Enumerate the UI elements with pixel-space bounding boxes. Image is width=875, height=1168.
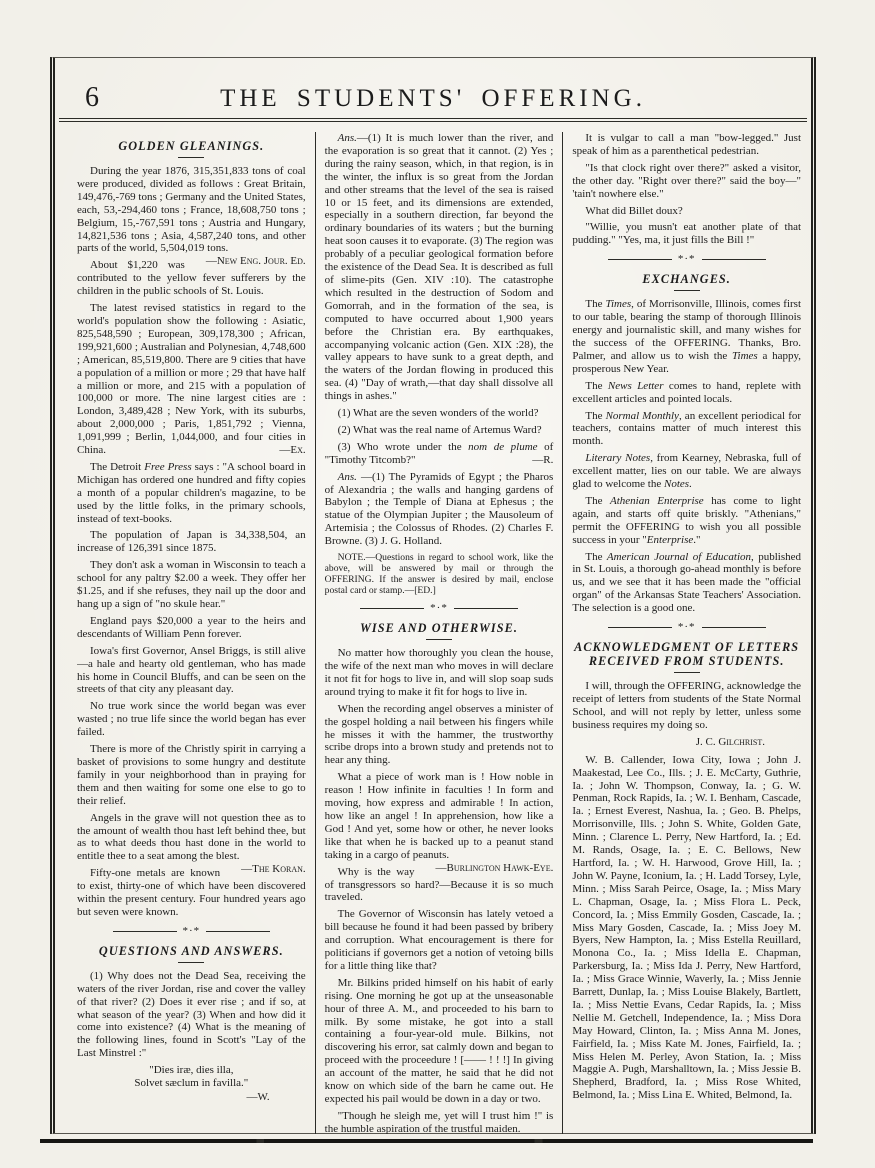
paragraph: The News Letter comes to hand, replete with excellent articles and pointed locals. — [572, 379, 802, 405]
divider-line — [702, 627, 766, 628]
signature: —W. — [246, 1091, 270, 1104]
signature: J. C. Gilchrist. — [695, 735, 766, 748]
section-divider — [325, 603, 554, 614]
paragraph: (1) What are the seven wonders of the world? — [337, 407, 539, 420]
bottom-rule — [40, 1139, 813, 1143]
section-divider — [572, 622, 801, 633]
paragraph: The population of Japan is 34,338,504, an increase of 126,391 since 1875. — [77, 529, 306, 555]
section-divider — [77, 926, 306, 937]
paragraph: During the year 1876, 315,351,833 tons of coal were produced, divided as follows : Great Britain, 149,476,-769 tons ; Germany and the United States, each, 53,-294,460 tons ; France, 18,608,750 tons ; Belgium, 15,-767,591 tons ; Austria and Hungary, 14,821,536 tons ; Asia, 4,587,240 tons, and other parts of the world, 5,504,019 tons. —New Eng. Jour. Ed. — [77, 165, 306, 268]
paragraph: Ans. —(1) The Pyramids of Egypt ; the Pharos of Alexandria ; the walls and hanging gardens of Babylon ; the Temple of Diana at Ephesus ; the statue of the Olympian Jupiter ; the Mausoleum of Artemisia ; the Colossus of Rhodes. (2) Charles F. Browne. (3) J. G. Holland. — [324, 470, 554, 548]
paragraph: W. B. Callender, Iowa City, Iowa ; John J. Maakestad, Lee Co., Ills. ; J. E. McCarty, Guthrie, Ia. ; John W. Thompson, Conway, Ia. ; G. W. Penman, Rock Rapids, Ia. ; W. I. Benham, Cascade, Ia. ; Ernest Everest, Nashua, Ia. ; Geo. B. Phelps, Morrisonville, Ills. ; John S. White, Golden Gate, Minn. ; Clarence L. Perry, New Hartford, Ia. ; Ed. M. Rands, Osage, Ia. ; E. C. Bellows, New Hartford, Ia. ; W. H. Harwood, Grove Hill, Ia. ; John W. Payne, Iconium, Ia. ; H. Ladd Torsey, Lyle, Minn. ; Miss Sarah Peirce, Osage, Ia. ; Miss Mary L. Chapman, Osage, Ia. ; Miss Flora L. Peck, Concord, Ia. ; Miss Emmily Gosden, Cascade, Ia. ; Miss Mary Gosden, Cascade, Ia. ; Miss Joey M. Byers, New Hampton, Ia. ; Miss Estella Reuillard, Monona Co., Ia. ; Miss Idella E. Chapman, Parkersburg, Ia. ; Miss Ida J. Perry, New Hartford, Ia. ; Miss Grace Winnie, Waverly, Ia. ; Miss Jennie Barrett, Dunlap, Ia. ; Miss Louise Blakely, Bartlett, Ia. ; Miss Nettie Evans, Cedar Rapids, Ia. ; Miss Nellie M. Getchell, Independence, Ia. ; Miss Dora May Howard, Clinton, Ia. ; Miss Anna M. Jones, Fairfield, Ia. ; Miss Kate M. Jones, Fairfield, Ia. ; Miss Helen M. Perley, Avon Station, Ia. ; Miss Maggie A. Pugh, Marshalltown, Ia. ; Miss Jessie B. Shepherd, Bradford, Ia. ; Miss Rose Whited, Belmond, Ia. ; Miss Lina E. Whited, Belmond, Ia. — [572, 753, 802, 1102]
paragraph: What did Billet doux? — [585, 204, 683, 217]
article-heading: WISE AND OTHERWISE. — [359, 621, 519, 636]
paragraph: There is more of the Christly spirit in carrying a basket of provisions to some hungry and destitute family in your neighborhood than in praying for them and then waiting for some one else to go to their relief. — [77, 743, 306, 807]
paragraph: It is vulgar to call a man "bow-legged." Just speak of him as a parenthetical pedestrian. — [572, 132, 802, 157]
paragraph: The American Journal of Education, published in St. Louis, a thorough go-ahead monthly is before us, and we see that it has been made the "official organ" of the Arkansas State Teachers' Association. The selection is a good one. — [572, 550, 802, 615]
article-heading: ACKNOWLEDGMENT OF LETTERS RECEIVED FROM STUDENTS. — [574, 640, 800, 669]
paragraph: Literary Notes, from Kearney, Nebraska, full of excellent matter, lies on our table. We are always glad to welcome the Notes. — [572, 452, 802, 491]
divider-line — [454, 608, 518, 609]
attribution: —Ex. — [279, 444, 306, 457]
page-frame — [50, 57, 816, 1134]
divider-ornament: *·* — [677, 253, 696, 266]
paragraph: "Willie, you musn't eat another plate of that pudding." "Yes, ma, it just fills the Bill !" — [572, 221, 802, 247]
divider-line — [702, 259, 766, 260]
paragraph: "Is that clock right over there?" asked a visitor, the other day. "Right over there?" said the boy—" 'tain't nowhere else." — [572, 161, 802, 200]
heading-rule — [426, 639, 452, 640]
column-3 — [563, 132, 803, 1134]
page-title: THE STUDENTS' OFFERING. — [220, 85, 646, 112]
column-2 — [316, 132, 563, 1134]
paragraph: The latest revised statistics in regard to the world's population show the following : Asiatic, 825,548,590 ; European, 309,178,300 ; African, 199,921,600 ; Australian and Polynesian, 4,748,600 ; American, 85,519,800. There are 9 cities that have a population of a million or more ; 29 that have half a million or more, and 215 with a population of 100,000 or more. The nine largest cities are : London, 3,489,428 ; New York, with its suburbs, about 2,000,000 ; Paris, 1,851,792 ; Vienna, 1,091,999 ; Berlin, 1,044,000, and four cities in China. —Ex. — [77, 302, 306, 457]
divider-line — [608, 627, 672, 628]
heading-rule — [178, 157, 204, 158]
paragraph: The Governor of Wisconsin has lately vetoed a bill because he found it had been passed by bribery and corruption. What encouragement is there for politicians if governors get a notion of vetoing bills for a little thing like that? — [324, 908, 554, 972]
paragraph: The Times, of Morrisonville, Illinois, comes first to our table, bearing the stamp of thorough Illinois energy and journalistic skill, and many wishes for the success of the OFFERING. Thanks, Bro. Palmer, and allow us to wish the Times a happy, prosperous New Year. — [572, 298, 802, 375]
article-heading: QUESTIONS AND ANSWERS. — [98, 943, 284, 958]
paragraph: Angels in the grave will not question thee as to the amount of wealth thou hast left behind thee, but as to what deeds thou hast done in the world to entitle thee to a seat among the blest. —The Koran. — [77, 811, 306, 876]
divider-line — [206, 931, 270, 932]
paragraph: NOTE.—Questions in regard to school work, like the above, will be answered by mail or through the OFFERING. If the answer is desired by mail, enclose postal card or stamp.—[ED.] — [324, 552, 554, 597]
paragraph: No true work since the world began was ever wasted ; no true life since the world began has ever failed. — [77, 700, 306, 739]
paragraph: About $1,220 was contributed to the yellow fever sufferers by the children in the public schools of St. Louis. — [77, 259, 306, 298]
heading-rule — [674, 672, 700, 673]
paragraph: Mr. Bilkins prided himself on his habit of early rising. One morning he got up at the unseasonable hour of three A. M., and proceeded to his barn to milk. By some mistake, he got into a stall containing a four-year-old mule. Bilkins, not discovering his error, sat calmly down and began to proceed with the proceedure ! [—— ! ! !] In giving an account of the matter, he said that he did not know on which side of the barn he came out. He expected his pail would be down in a day or two. — [324, 976, 554, 1105]
divider-ornament: *·* — [430, 602, 448, 615]
column-1 — [77, 132, 315, 1134]
paragraph: What a piece of work man is ! How noble in reason ! How infinite in faculties ! In form and moving, how express and admirable ! In action, how like an angel ! In apprehension, how like a God ! And yet, some how or other, he never looks like that when he is backed up to a peanut stand taking in a cargo of peanuts. —Burlington Hawk-Eye. — [324, 771, 554, 874]
divider-line — [113, 931, 177, 932]
paragraph: They don't ask a woman in Wisconsin to teach a school for any paltry $2.00 a week. They offer her $1.25, and if she refuses, they nail up the door and hang up a sign of "no skule hear." — [77, 559, 306, 610]
verse — [77, 1064, 306, 1090]
paragraph: The Normal Monthly, an excellent periodical for teachers, contains matter of much interest this month. — [572, 409, 802, 448]
paragraph: (1) Why does not the Dead Sea, receiving the waters of the river Jordan, rise and cover the valley of that river? (2) Does it ever rise ; and if so, at what season of the year? (3) When and how did it come into existence? (4) What is the meaning of the following lines, found in Scott's "Lay of the Last Minstrel :" — [77, 969, 306, 1060]
verse-line: "Dies iræ, dies illa, — [149, 1064, 234, 1077]
divider-ornament: *·* — [677, 621, 696, 634]
article-heading: EXCHANGES. — [642, 272, 731, 287]
paragraph: Ans.—(1) It is much lower than the river, and the evaporation is so great that it cannot. (2) Yes ; during the rainy season, which, in that region, is in the winter, the influx is so great from the Jordan and other streams that the level of the sea is raised 10 or 15 feet, and its dimensions are extended, especially in a southern direction, far beyond the ordinary boundaries of its waters ; but the burning heat soon causes it to evaporate. (3) The region was probably of a peculiar geological formation before the existence of the Dead Sea. It is described as full of slime-pits (Gen. XIV :10). The catastrophe which resulted in the destruction of Sodom and Gomorrah, and in the formation of the sea, is computed to have occurred about 1,900 years before the Christian era. By earthquakes, accompanying volcanic action (Gen. XIX :28), the valley appears to have sunk to a great depth, and the waters of the Jordan flowing in produced this sea. (4) "Day of wrath,—that day shall dissolve all things in ashes." — [324, 132, 554, 403]
heading-rule — [178, 962, 204, 963]
paragraph: England pays $20,000 a year to the heirs and descendants of William Penn forever. — [77, 614, 306, 640]
article-heading: GOLDEN GLEANINGS. — [118, 139, 265, 153]
attribution: —The Koran. — [241, 863, 306, 876]
masthead — [59, 58, 807, 122]
verse-line: Solvet sæclum in favilla." — [134, 1077, 249, 1090]
paragraph: Fifty-one metals are known to exist, thirty-one of which have been discovered within the present century. Four hundred years ago but seven were known. — [77, 867, 306, 918]
paragraph: Iowa's first Governor, Ansel Briggs, is still alive—a hale and hearty old gentleman, who has made his home in Council Bluffs, and can be seen on the streets of that city any pleasant day. — [77, 644, 306, 696]
attribution: —Burlington Hawk-Eye. — [435, 861, 554, 874]
attribution: —New Eng. Jour. Ed. — [205, 255, 306, 268]
paragraph: No matter how thoroughly you clean the house, the wife of the next man who moves in will declare it not fit for hogs to live in, and will slop soap suds around trying to make it fit for hogs to live in. — [324, 647, 554, 698]
paragraph: The Detroit Free Press says : "A school board in Michigan has ordered one hundred and fifty copies a month of a popular children's magazine, to be used by the little folks, in the primary schools, instead of text-books. — [77, 460, 306, 525]
paragraph: (3) Who wrote under the nom de plume of "Timothy Titcomb?" —R. — [324, 440, 554, 466]
paragraph: (2) What was the real name of Artemus Ward? — [337, 423, 542, 436]
paragraph: I will, through the OFFERING, acknowledge the receipt of letters from students of the State Normal School, and will not reply by letter, unless some business requires my doing so. — [572, 680, 802, 731]
paragraph: When the recording angel observes a minister of the gospel holding a nail between his fingers while he misses it with the hammer, the trustworthy scribe drops into a brown study and pretends not to hear any thing. — [324, 702, 554, 767]
page-number: 6 — [85, 82, 99, 113]
column-area — [55, 126, 811, 1134]
section-divider — [572, 254, 801, 265]
paragraph: "Though he sleigh me, yet will I trust him !" is the humble aspiration of the trustful maiden. — [324, 1109, 554, 1134]
heading-rule — [674, 290, 700, 291]
attribution: —R. — [532, 453, 554, 466]
divider-line — [608, 259, 672, 260]
paragraph: The Athenian Enterprise has come to light again, and starts off quite briskly. "Athenians," permit the OFFERING to wish you all possible success in your "Enterprise." — [572, 494, 802, 546]
divider-ornament: *·* — [182, 924, 201, 937]
divider-line — [360, 608, 424, 609]
paragraph: Why is the way of transgressors so hard?—Because it is so much traveled. — [324, 865, 554, 904]
